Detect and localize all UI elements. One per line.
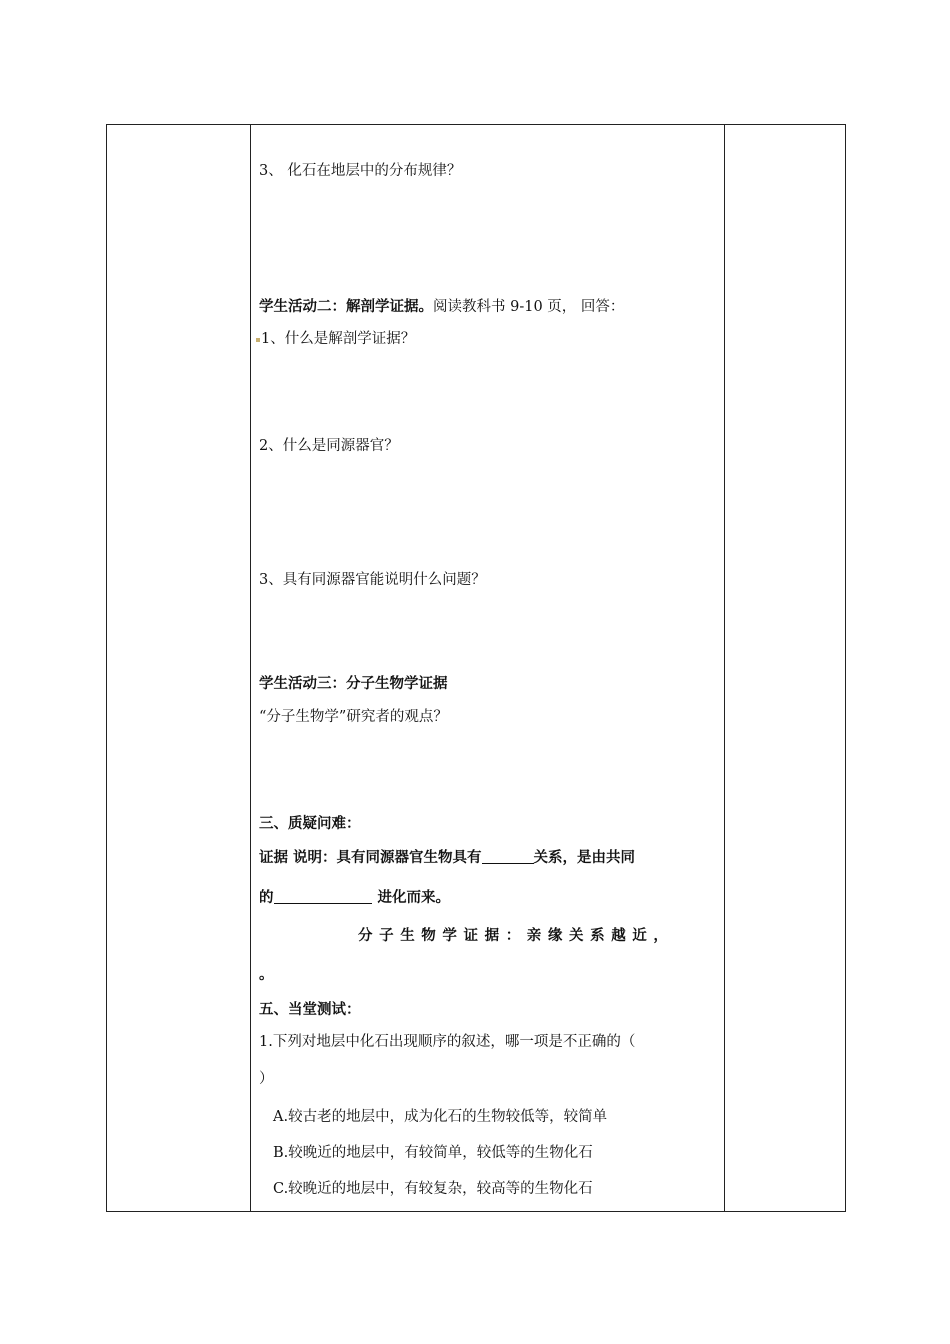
- question-fossil-distribution: 3、 化石在地层中的分布规律？: [259, 163, 462, 179]
- question-homologous: 2、什么是同源器官？: [259, 438, 399, 454]
- molecular-evidence-line: 分子生物学证据：亲缘关系越近，: [358, 927, 675, 944]
- evidence-line-2: 的 进化而来。: [259, 889, 450, 906]
- question-homologous-meaning: 3、具有同源器官能说明什么问题？: [259, 572, 486, 588]
- blank-relationship: [482, 849, 534, 864]
- activity-two-heading: 学生活动二：解剖学证据。: [259, 298, 433, 315]
- activity-two-line: [259, 297, 624, 317]
- question-anatomy: 1、什么是解剖学证据？: [256, 329, 415, 349]
- option-a: A.较古老的地层中，成为化石的生物较低等，较简单: [273, 1109, 608, 1125]
- section-three-heading: 三、质疑问难：: [259, 815, 361, 832]
- option-b: B.较晚近的地层中，有较简单，较低等的生物化石: [273, 1145, 593, 1161]
- column-divider-right: [724, 125, 725, 1211]
- test-question-1: 1.下列对地层中化石出现顺序的叙述，哪一项是不正确的（: [259, 1034, 636, 1050]
- activity-two-instruction: 阅读教科书 9-10 页， 回答：: [433, 299, 625, 315]
- period-mark: 。: [259, 966, 274, 983]
- section-five-heading: 五、当堂测试：: [259, 1001, 361, 1018]
- question-molecular: “分子生物学”研究者的观点？: [259, 709, 448, 725]
- test-question-1-bracket: ）: [259, 1071, 274, 1087]
- column-divider-left: [250, 125, 251, 1211]
- option-c: C.较晚近的地层中，有较复杂，较高等的生物化石: [273, 1181, 593, 1197]
- blank-ancestor: [274, 889, 372, 904]
- evidence-line-1: 证据 说明：具有同源器官生物具有 关系，是由共同: [259, 849, 636, 866]
- activity-three-heading: 学生活动三：分子生物学证据: [259, 675, 448, 692]
- cursor-mark: [256, 338, 260, 342]
